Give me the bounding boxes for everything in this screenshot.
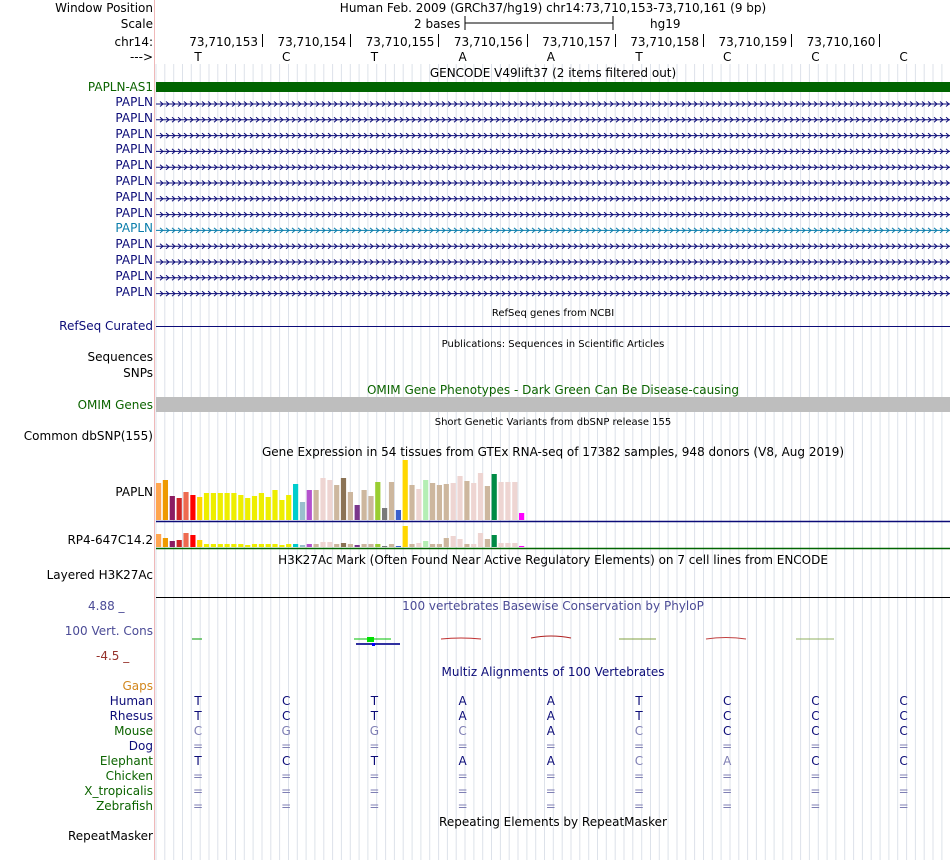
- aligned-base: =: [722, 769, 733, 783]
- gtex-bar-rp4: [389, 544, 394, 547]
- gtex-bar-papln: [259, 493, 264, 520]
- gencode-label-papln[interactable]: PAPLN: [115, 158, 153, 173]
- gencode-label-papln[interactable]: PAPLN: [115, 174, 153, 188]
- gtex-bar-papln: [245, 498, 250, 520]
- aligned-base: =: [192, 799, 204, 813]
- repeatmasker-label[interactable]: RepeatMasker: [67, 829, 153, 843]
- gtex-bar-papln: [396, 510, 401, 520]
- reference-base: C: [899, 50, 908, 64]
- strand-label: --->: [129, 50, 153, 64]
- gtex-bar-rp4: [512, 543, 517, 547]
- gencode-label-papln[interactable]: PAPLN: [115, 189, 153, 204]
- gtex-bar-papln: [231, 493, 236, 520]
- gtex-bar-papln: [252, 496, 257, 520]
- scale-text: 2 bases: [414, 17, 461, 31]
- aligned-base: A: [458, 709, 467, 723]
- gtex-bar-papln: [430, 483, 435, 520]
- aligned-base: T: [635, 694, 643, 708]
- ruler-position-label: 73,710,153: [189, 35, 258, 49]
- gtex-bar-papln: [451, 483, 456, 520]
- gtex-bar-papln: [471, 483, 476, 520]
- gtex-bar-papln: [307, 490, 312, 520]
- gtex-bar-rp4: [245, 545, 250, 547]
- species-label[interactable]: Rhesus: [109, 709, 153, 723]
- gtex-bar-papln: [266, 497, 271, 520]
- gtex-bar-rp4: [259, 544, 264, 547]
- gtex-bar-papln: [403, 460, 408, 520]
- gtex-bar-rp4: [485, 539, 490, 547]
- ruler-position-label: 73,710,157: [542, 35, 611, 49]
- aligned-base: A: [546, 709, 555, 723]
- aligned-base: C: [811, 724, 820, 738]
- aligned-base: =: [192, 769, 204, 783]
- gencode-label-papln[interactable]: PAPLN: [115, 110, 153, 125]
- aligned-base: C: [722, 709, 732, 723]
- reference-base: T: [635, 50, 643, 64]
- gencode-label-papln[interactable]: PAPLN: [115, 253, 153, 267]
- aligned-base: G: [281, 724, 291, 738]
- gtex-bar-rp4: [382, 546, 387, 547]
- gtex-bar-rp4: [423, 541, 428, 547]
- aligned-base: =: [810, 799, 821, 813]
- gtex-bar-rp4: [286, 544, 291, 547]
- ruler-position-label: 73,710,159: [718, 35, 788, 49]
- aligned-base: =: [545, 739, 556, 753]
- gtex-bar-papln: [362, 490, 367, 520]
- aligned-base: =: [898, 799, 909, 813]
- gtex-bar-rp4: [478, 533, 483, 547]
- species-label[interactable]: X_tropicalis: [84, 784, 153, 798]
- ruler-position-label: 73,710,158: [630, 35, 699, 49]
- gtex-bar-rp4: [170, 541, 175, 547]
- aligned-base: =: [633, 739, 645, 753]
- cons-signal[interactable]: [156, 630, 950, 650]
- aligned-base: =: [192, 784, 204, 798]
- gtex-bar-rp4: [492, 535, 497, 547]
- aligned-base: C: [634, 724, 644, 738]
- gtex-bar-papln: [478, 473, 483, 520]
- gtex-bar-rp4: [519, 546, 524, 547]
- gtex-bar-papln: [355, 505, 360, 520]
- aligned-base: =: [457, 784, 468, 798]
- species-label[interactable]: Elephant: [99, 754, 153, 768]
- species-label[interactable]: Zebrafish: [96, 799, 153, 813]
- aligned-base: T: [370, 694, 379, 708]
- gtex-bar-papln: [457, 476, 462, 520]
- gtex-label-rp4[interactable]: RP4-647C14.2: [67, 533, 153, 547]
- aligned-base: C: [193, 724, 203, 738]
- gtex-bar-rp4: [451, 536, 456, 547]
- snps-label[interactable]: SNPs: [123, 366, 153, 380]
- aligned-base: T: [194, 694, 202, 708]
- gtex-bar-papln: [389, 482, 394, 520]
- aligned-base: C: [899, 754, 908, 768]
- gtex-bar-rp4: [320, 542, 325, 547]
- gtex-bar-rp4: [272, 544, 277, 547]
- gtex-label-papln[interactable]: PAPLN: [115, 485, 153, 499]
- aligned-base: =: [457, 769, 468, 783]
- ruler-position-label: 73,710,160: [806, 35, 876, 49]
- reference-base: A: [546, 50, 555, 64]
- gtex-bar-papln: [163, 480, 168, 520]
- gtex-bar-papln: [512, 482, 517, 520]
- omim-label[interactable]: OMIM Genes: [77, 398, 153, 412]
- aligned-base: =: [369, 784, 380, 798]
- cons-max-label: 4.88 _: [88, 599, 125, 613]
- gtex-bar-rp4: [225, 544, 230, 547]
- gtex-bar-rp4: [464, 544, 469, 547]
- gtex-bar-rp4: [348, 544, 353, 547]
- reference-base: T: [194, 50, 202, 64]
- reference-base: C: [281, 50, 291, 64]
- h3k27ac-track-title: H3K27Ac Mark (Often Found Near Active Regulatory Elements) on 7 cell lines from ENCODE: [278, 553, 828, 567]
- aligned-base: =: [722, 739, 733, 753]
- aligned-base: T: [635, 709, 643, 723]
- aligned-base: =: [457, 799, 468, 813]
- cons-track-title: 100 vertebrates Basewise Conservation by PhyloP: [402, 599, 704, 613]
- refseq-track-title: RefSeq genes from NCBI: [491, 308, 615, 319]
- gtex-bar-papln: [519, 513, 524, 520]
- gaps-label[interactable]: Gaps: [122, 679, 153, 693]
- gtex-bar-papln: [279, 500, 284, 520]
- gtex-bar-rp4: [183, 533, 188, 547]
- gencode-label-papln[interactable]: PAPLN: [115, 142, 153, 157]
- gtex-bar-rp4: [355, 545, 360, 547]
- gtex-bar-rp4: [307, 544, 312, 547]
- gtex-bar-rp4: [368, 544, 373, 547]
- gencode-label-papln-as1[interactable]: PAPLN-AS1: [87, 80, 153, 94]
- reference-base: C: [722, 50, 732, 64]
- aligned-base: =: [722, 799, 733, 813]
- omim-track-title: OMIM Gene Phenotypes - Dark Green Can Be Disease-causing: [366, 383, 740, 397]
- gtex-bar-papln: [238, 495, 243, 520]
- scale-label: Scale: [120, 17, 153, 31]
- aligned-base: C: [281, 694, 291, 708]
- gtex-bar-rp4: [499, 543, 504, 547]
- gtex-bar-papln: [300, 502, 305, 520]
- aligned-base: A: [546, 694, 555, 708]
- aligned-base: G: [369, 724, 380, 738]
- h3k27ac-label[interactable]: Layered H3K27Ac: [46, 568, 153, 582]
- gtex-bar-rp4: [197, 540, 202, 547]
- ruler-position-label: 73,710,156: [453, 35, 523, 49]
- gtex-bar-papln: [334, 485, 339, 520]
- ruler-position-label: 73,710,155: [365, 35, 435, 49]
- species-label[interactable]: Mouse: [114, 724, 153, 738]
- aligned-base: =: [369, 799, 380, 813]
- gtex-bar-rp4: [375, 544, 380, 547]
- aligned-base: A: [546, 754, 555, 768]
- aligned-base: =: [545, 784, 556, 798]
- gtex-track-title: Gene Expression in 54 tissues from GTEx RNA-seq of 17382 samples, 948 donors (V8, Aug 2019): [261, 445, 845, 459]
- gtex-bar-rp4: [293, 544, 298, 547]
- gencode-track-title: GENCODE V49lift37 (2 items filtered out): [429, 66, 677, 80]
- gtex-bar-rp4: [416, 543, 421, 547]
- repeatmasker-track-title: Repeating Elements by RepeatMasker: [439, 815, 667, 829]
- gtex-bar-rp4: [218, 544, 223, 547]
- gtex-bar-papln: [327, 480, 332, 520]
- cons-label[interactable]: 100 Vert. Cons: [64, 624, 153, 638]
- gtex-bar-rp4: [471, 544, 476, 547]
- gencode-label-papln[interactable]: PAPLN: [115, 95, 153, 109]
- gtex-bar-rp4: [252, 544, 257, 547]
- gtex-bar-rp4: [231, 544, 236, 547]
- reference-base: T: [370, 50, 379, 64]
- dbsnp-track-title: Short Genetic Variants from dbSNP release 155: [434, 417, 672, 428]
- aligned-base: A: [458, 754, 467, 768]
- aligned-base: =: [192, 739, 204, 753]
- aligned-base: C: [281, 709, 291, 723]
- gtex-bar-rp4: [409, 544, 414, 547]
- aligned-base: =: [457, 739, 468, 753]
- gtex-bar-papln: [492, 474, 497, 520]
- gtex-bar-papln: [211, 493, 216, 520]
- gtex-bar-rp4: [266, 544, 271, 547]
- aligned-base: C: [634, 754, 644, 768]
- gtex-bar-papln: [170, 496, 175, 520]
- gtex-bar-papln: [286, 495, 291, 520]
- gtex-bar-papln: [505, 482, 510, 520]
- aligned-base: T: [370, 754, 379, 768]
- gtex-bar-papln: [272, 490, 277, 520]
- reference-base: A: [458, 50, 467, 64]
- gtex-bar-papln: [218, 493, 223, 520]
- aligned-base: =: [545, 769, 556, 783]
- aligned-base: C: [811, 754, 820, 768]
- pubs-track-title: Publications: Sequences in Scientific Articles: [441, 339, 665, 350]
- gencode-label-papln[interactable]: PAPLN: [115, 221, 153, 236]
- gtex-bar-papln: [375, 482, 380, 520]
- gtex-bar-rp4: [314, 544, 319, 547]
- aligned-base: A: [723, 754, 732, 768]
- aligned-base: C: [722, 724, 732, 738]
- gtex-bar-rp4: [437, 544, 442, 547]
- species-label[interactable]: Chicken: [105, 769, 153, 783]
- gtex-bar-rp4: [177, 540, 182, 547]
- gtex-bar-rp4: [300, 545, 305, 547]
- gencode-label-papln[interactable]: PAPLN: [115, 237, 153, 252]
- aligned-base: C: [722, 694, 732, 708]
- aligned-base: =: [545, 799, 556, 813]
- gtex-bar-papln: [197, 497, 202, 520]
- aligned-base: =: [369, 739, 380, 753]
- gtex-bar-papln: [293, 484, 298, 520]
- aligned-base: C: [811, 709, 820, 723]
- gtex-bar-papln: [382, 508, 387, 520]
- gtex-bar-papln: [204, 493, 209, 520]
- gtex-bar-papln: [341, 478, 346, 520]
- aligned-base: C: [281, 754, 291, 768]
- chr-label: chr14:: [114, 35, 153, 49]
- h3k27ac-baseline: [156, 597, 950, 598]
- aligned-base: C: [899, 709, 908, 723]
- gtex-bar-papln: [444, 484, 449, 520]
- gencode-label-papln[interactable]: PAPLN: [115, 284, 153, 299]
- species-label[interactable]: Dog: [128, 739, 153, 753]
- gtex-bar-rp4: [279, 545, 284, 547]
- gencode-label-papln[interactable]: PAPLN: [115, 268, 153, 283]
- gtex-bar-rp4: [362, 544, 367, 547]
- aligned-base: T: [194, 754, 202, 768]
- gtex-bar-papln: [437, 485, 442, 520]
- gtex-bar-papln: [499, 482, 504, 520]
- gtex-bar-papln: [423, 480, 428, 520]
- refseq-label[interactable]: RefSeq Curated: [59, 319, 153, 333]
- gtex-bar-rp4: [190, 535, 195, 547]
- aligned-base: =: [281, 739, 292, 753]
- aligned-base: =: [898, 784, 909, 798]
- gtex-bar-papln: [190, 495, 195, 520]
- aligned-base: A: [458, 694, 467, 708]
- gtex-bar-papln: [177, 498, 182, 520]
- scale-assembly: hg19: [650, 17, 681, 31]
- cons-min-label: -4.5 _: [96, 649, 130, 663]
- aligned-base: C: [899, 724, 908, 738]
- gtex-bar-rp4: [505, 543, 510, 547]
- gtex-bar-rp4: [327, 542, 332, 547]
- aligned-base: T: [194, 709, 202, 723]
- gtex-bar-papln: [368, 496, 373, 520]
- aligned-base: =: [898, 769, 909, 783]
- pubs-label[interactable]: Sequences: [87, 350, 153, 364]
- gencode-label-papln[interactable]: PAPLN: [115, 126, 153, 141]
- multiz-track-title: Multiz Alignments of 100 Vertebrates: [441, 665, 665, 679]
- gtex-bar-papln: [485, 486, 490, 520]
- species-label[interactable]: Human: [109, 694, 153, 708]
- aligned-base: =: [281, 799, 292, 813]
- gtex-bar-papln: [320, 478, 325, 520]
- reference-base: C: [811, 50, 820, 64]
- gtex-bar-papln: [314, 490, 319, 520]
- gtex-bar-papln: [348, 492, 353, 520]
- gtex-bar-rp4: [238, 544, 243, 547]
- aligned-base: =: [369, 769, 380, 783]
- gtex-bar-papln: [409, 485, 414, 520]
- gtex-bar-papln: [225, 493, 230, 520]
- ruler-position-label: 73,710,154: [277, 35, 347, 49]
- aligned-base: =: [810, 784, 821, 798]
- aligned-base: C: [899, 694, 908, 708]
- gtex-bar-rp4: [396, 546, 401, 547]
- gtex-bar-papln: [183, 492, 188, 520]
- aligned-base: =: [633, 799, 645, 813]
- aligned-base: C: [811, 694, 820, 708]
- gencode-label-papln[interactable]: PAPLN: [115, 205, 153, 220]
- aligned-base: =: [810, 769, 821, 783]
- gtex-bar-rp4: [444, 538, 449, 547]
- gtex-bar-papln: [416, 489, 421, 520]
- gtex-bar-rp4: [457, 539, 462, 547]
- gtex-bar-rp4: [403, 526, 408, 547]
- aligned-base: =: [633, 769, 645, 783]
- gtex-bar-rp4: [211, 544, 216, 547]
- aligned-base: =: [281, 784, 292, 798]
- gtex-bar-rp4: [430, 544, 435, 547]
- gtex-bar-rp4: [156, 534, 161, 547]
- window-position-label: Window Position: [55, 1, 153, 15]
- gtex-bar-papln: [464, 481, 469, 520]
- aligned-base: =: [281, 769, 292, 783]
- aligned-base: =: [810, 739, 821, 753]
- gtex-bar-rp4: [204, 544, 209, 547]
- aligned-base: =: [633, 784, 645, 798]
- gtex-bar-papln: [156, 483, 161, 520]
- window-position-value: Human Feb. 2009 (GRCh37/hg19) chr14:73,710,153-73,710,161 (9 bp): [339, 1, 767, 15]
- gtex-bar-rp4: [334, 544, 339, 547]
- gtex-bar-rp4: [163, 538, 168, 547]
- aligned-base: T: [370, 709, 379, 723]
- dbsnp-label[interactable]: Common dbSNP(155): [23, 429, 153, 443]
- aligned-base: =: [898, 739, 909, 753]
- aligned-base: =: [722, 784, 733, 798]
- gtex-bar-rp4: [341, 543, 346, 547]
- aligned-base: A: [546, 724, 555, 738]
- aligned-base: C: [458, 724, 467, 738]
